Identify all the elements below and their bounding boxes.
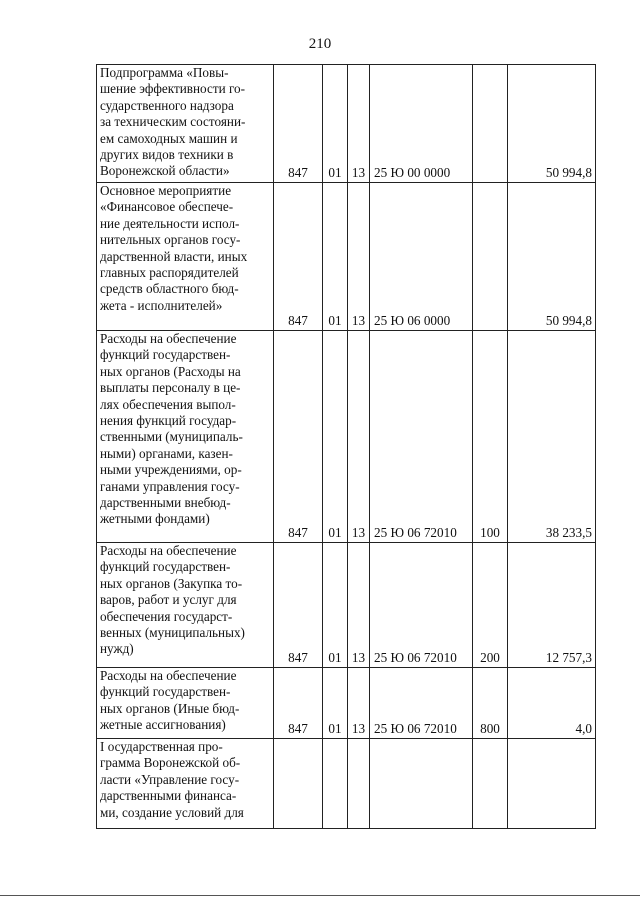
sum-cell: 12 757,3 [508,543,596,668]
pr-code-cell: 13 [348,543,370,668]
row-name-line: Расходы на обеспечение [100,668,237,683]
csr-code-cell: 25 Ю 00 0000 [370,65,473,183]
gr-code-cell: 847 [274,668,323,739]
row-name-line: лях обеспечения выпол- [100,396,236,412]
sum-cell: 4,0 [508,668,596,739]
row-name-line: нения функций государ- [100,413,237,429]
table-row [97,65,596,183]
row-name-line: дарственной власти, иных [100,248,248,264]
row-name-cell [97,543,274,668]
sum-cell [508,739,596,829]
gr-code-cell: 847 [274,543,323,668]
row-name-line: ственными (муниципаль- [100,429,243,445]
row-name-line: выплаты персоналу в це- [100,380,241,396]
pr-code-cell [348,739,370,829]
row-name-line: грамма Воронежской об- [100,755,241,771]
rz-code-cell: 01 [323,183,348,331]
row-name-line: I осударственная про- [100,739,223,754]
table-body [97,65,596,829]
sum-cell: 50 994,8 [508,65,596,183]
vr-code-cell: 100 [473,331,508,543]
table-row [97,739,596,829]
row-name-cell [97,183,274,331]
row-name-line: ных органов (Закупка то- [100,575,243,591]
row-name-line: дарственными финанса- [100,788,237,804]
csr-code-cell [370,739,473,829]
row-name-line: средств областного бюд- [100,281,239,297]
row-name-line: жетными фондами) [100,511,210,527]
row-name-line: ние деятельности испол- [100,215,240,231]
table-row [97,331,596,543]
vr-code-cell: 200 [473,543,508,668]
row-name-line: ем самоходных машин и [100,130,238,146]
row-name-line: дарственными внебюд- [100,495,231,511]
row-name-line: ными учреждениями, ор- [100,462,242,478]
row-name-cell [97,668,274,739]
row-name-line: варов, работ и услуг для [100,592,237,608]
row-name-line: за техническим состояни- [100,114,246,130]
pr-code-cell: 13 [348,668,370,739]
row-name-line: функций государствен- [100,559,231,575]
budget-table [96,64,596,829]
pr-code-cell: 13 [348,65,370,183]
row-name-line: Подпрограмма «Повы- [100,65,229,80]
row-name-line: Расходы на обеспечение [100,331,237,346]
row-name-line: ных органов (Расходы на [100,363,241,379]
row-name-line: главных распорядителей [100,265,239,281]
row-name-line: «Финансовое обеспече- [100,199,234,215]
vr-code-cell [473,739,508,829]
row-name-cell [97,65,274,183]
gr-code-cell: 847 [274,65,323,183]
row-name-line: Воронежской области» [100,163,230,179]
csr-code-cell: 25 Ю 06 72010 [370,331,473,543]
rz-code-cell: 01 [323,668,348,739]
row-name-line: жетные ассигнования) [100,717,226,733]
vr-code-cell [473,183,508,331]
row-name-cell [97,739,274,829]
row-name-line: жета - исполнителей» [100,297,223,313]
page-number: 210 [308,36,332,52]
rz-code-cell [323,739,348,829]
vr-code-cell: 800 [473,668,508,739]
table-row [97,543,596,668]
row-name-line: Основное мероприятие [100,183,232,198]
row-name-cell [97,331,274,543]
sum-cell: 50 994,8 [508,183,596,331]
row-name-line: ными) органами, казен- [100,445,233,461]
csr-code-cell: 25 Ю 06 72010 [370,543,473,668]
rz-code-cell: 01 [323,331,348,543]
row-name-line: венных (муниципальных) [100,625,245,641]
gr-code-cell [274,739,323,829]
row-name-line: ми, создание условий для [100,804,244,820]
row-name-line: сударственного надзора [100,97,234,113]
gr-code-cell: 847 [274,183,323,331]
row-name-line: нужд) [100,641,134,657]
table-row [97,668,596,739]
row-name-line: других видов техники в [100,147,234,163]
pr-code-cell: 13 [348,331,370,543]
csr-code-cell: 25 Ю 06 0000 [370,183,473,331]
page-bottom-rule [0,895,640,896]
rz-code-cell: 01 [323,543,348,668]
row-name-line: шение эффективности го- [100,81,246,97]
row-name-line: ласти «Управление госу- [100,771,240,787]
row-name-line: нительных органов госу- [100,232,241,248]
row-name-line: функций государствен- [100,684,231,700]
sum-cell: 38 233,5 [508,331,596,543]
rz-code-cell: 01 [323,65,348,183]
row-name-line: ных органов (Иные бюд- [100,700,240,716]
csr-code-cell: 25 Ю 06 72010 [370,668,473,739]
pr-code-cell: 13 [348,183,370,331]
row-name-line: обеспечения государст- [100,608,233,624]
row-name-line: функций государствен- [100,347,231,363]
row-name-line: Расходы на обеспечение [100,543,237,558]
gr-code-cell: 847 [274,331,323,543]
table-row [97,183,596,331]
row-name-line: ганами управления госу- [100,478,240,494]
vr-code-cell [473,65,508,183]
